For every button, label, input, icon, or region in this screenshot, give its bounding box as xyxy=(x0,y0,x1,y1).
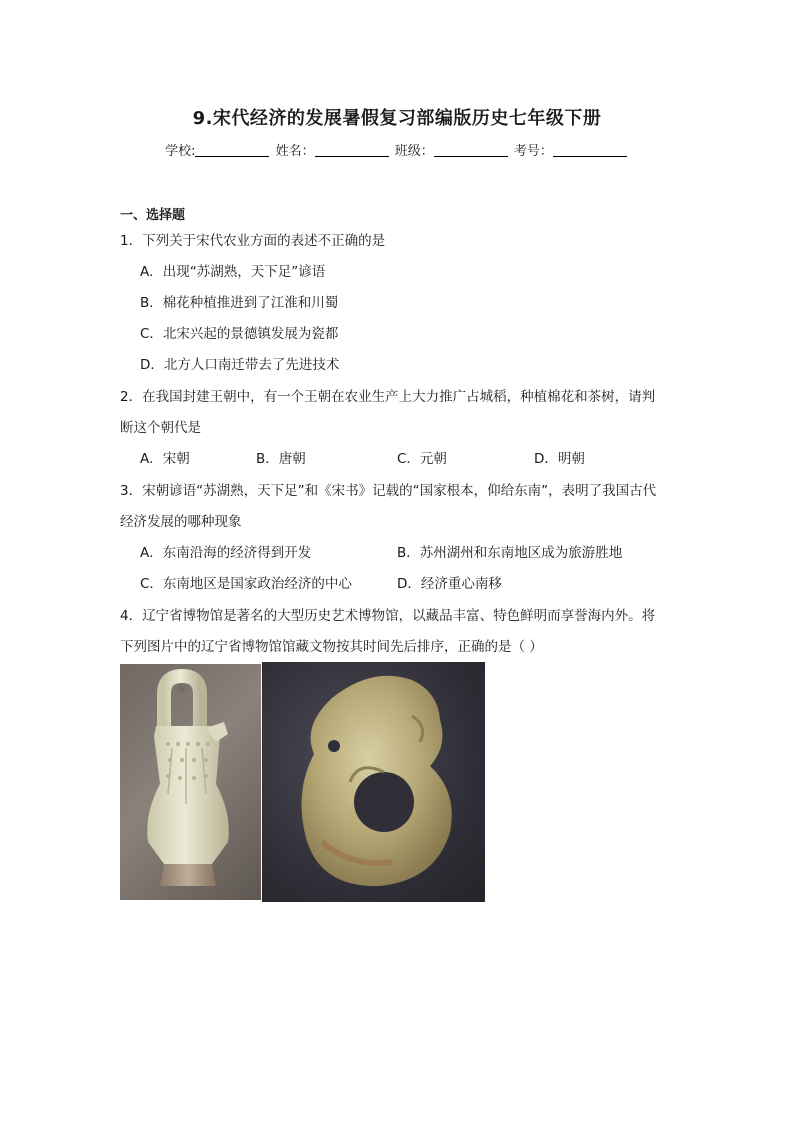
q3-option-c: C．东南地区是国家政治经济的中心 xyxy=(140,576,352,592)
q2-option-d: D．明朝 xyxy=(534,451,585,467)
q3-stem-line1: 3．宋朝谚语“苏湖熟，天下足”和《宋书》记载的“国家根本，仰给东南”，表明了我国古代 xyxy=(120,483,657,499)
q2-stem-line1: 2．在我国封建王朝中，有一个王朝在农业生产上大力推广占城稻，种植棉花和茶树，请判 xyxy=(120,389,656,405)
name-label: 姓名： xyxy=(275,144,315,159)
school-blank[interactable] xyxy=(195,144,269,157)
school-label: 学校: xyxy=(165,144,196,159)
student-info-line xyxy=(0,140,794,159)
exam-number-blank[interactable] xyxy=(553,144,627,157)
section-heading: 一、选择题 xyxy=(120,208,186,223)
q2-option-b: B．唐朝 xyxy=(256,451,306,467)
q1-option-d: D．北方人口南迁带去了先进技术 xyxy=(140,357,340,373)
q4-stem-line1: 4．辽宁省博物馆是著名的大型历史艺术博物馆，以藏品丰富、特色鲜明而享誉海内外。将 xyxy=(120,608,656,624)
q2-option-a: A．宋朝 xyxy=(140,451,190,467)
q3-option-b: B．苏州湖州和东南地区成为旅游胜地 xyxy=(397,545,623,561)
name-blank[interactable] xyxy=(315,144,389,157)
q3-stem-line2: 经济发展的哪种现象 xyxy=(120,514,242,530)
q1-option-a: A．出现“苏湖熟，天下足”谚语 xyxy=(140,264,326,280)
class-blank[interactable] xyxy=(434,144,508,157)
q2-stem-line2: 断这个朝代是 xyxy=(120,420,201,436)
exam-number-label: 考号： xyxy=(513,144,553,159)
q1-stem: 1．下列关于宋代农业方面的表述不正确的是 xyxy=(120,233,386,249)
jade-pig-dragon-image xyxy=(262,662,485,902)
q3-option-d: D．经济重心南移 xyxy=(397,576,502,592)
page-title: 9.宋代经济的发展暑假复习部编版历史七年级下册 xyxy=(192,108,602,129)
porcelain-flask-image xyxy=(120,664,261,900)
q3-option-a: A．东南沿海的经济得到开发 xyxy=(140,545,312,561)
q4-stem-line2: 下列图片中的辽宁省博物馆馆藏文物按其时间先后排序，正确的是（ ） xyxy=(120,639,543,655)
q1-option-c: C．北宋兴起的景德镇发展为瓷都 xyxy=(140,326,339,342)
q2-option-c: C．元朝 xyxy=(397,451,447,467)
q1-option-b: B．棉花种植推进到了江淮和川蜀 xyxy=(140,295,339,311)
class-label: 班级： xyxy=(394,144,434,159)
